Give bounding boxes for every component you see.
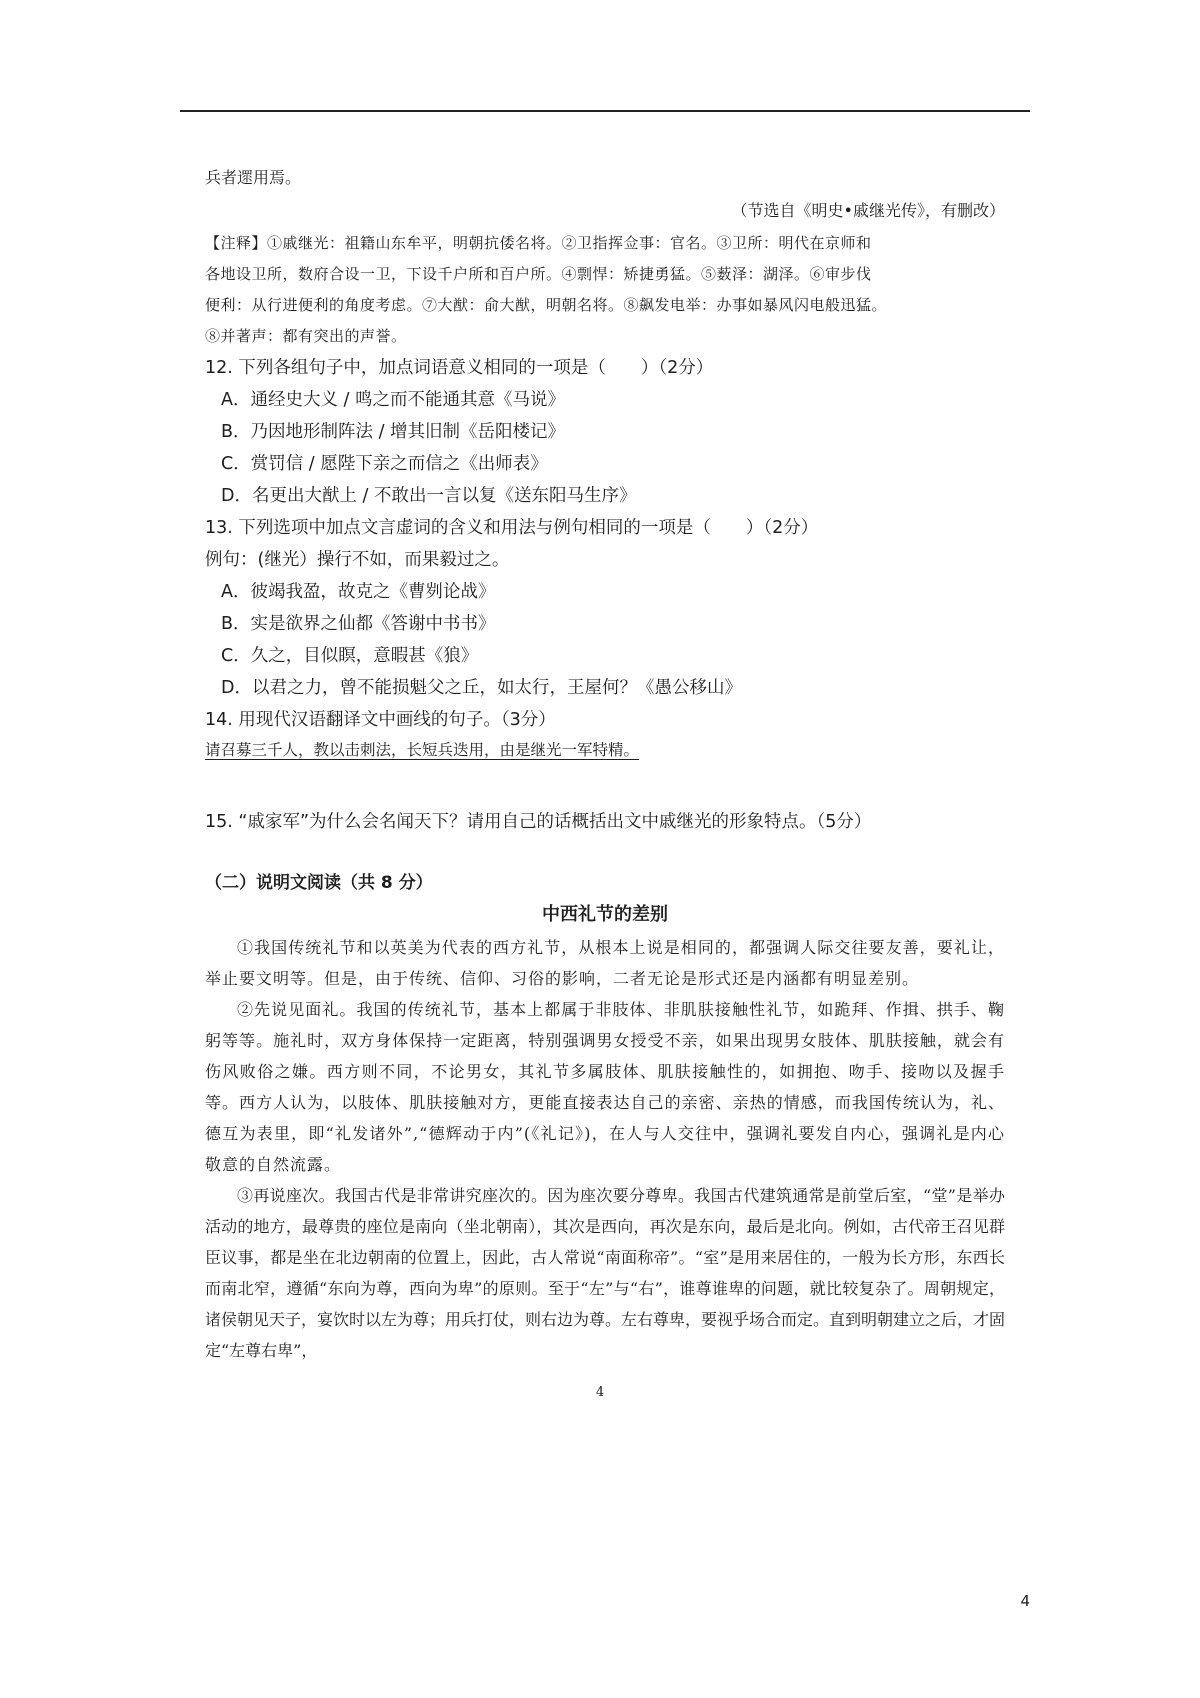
question-13 bbox=[205, 512, 1005, 704]
source-citation: （节选自《明史•戚继光传》，有删改） bbox=[731, 201, 1005, 220]
question-12-option-a: A．通经史大义 / 鸣之而不能通其意《马说》 bbox=[221, 390, 565, 410]
question-12-option-c: C．赏罚信 / 愿陛下亲之而信之《出师表》 bbox=[221, 454, 548, 474]
top-rule bbox=[180, 110, 1030, 112]
question-14 bbox=[205, 704, 1005, 764]
article-paragraph: ②先说见面礼。我国的传统礼节，基本上都属于非肢体、非肌肤接触性礼节，如跪拜、作揖、拱手、鞠躬等等。施礼时，双方身体保持一定距离，特别强调男女授受不亲，如果出现男女肢体、肌肤接触，就会有伤风败俗之嫌。西方则不同，不论男女，其礼节多属肢体、肌肤接触性的，如拥抱、吻手、接吻以及握手等。西方人认为，以肢体、肌肤接触对方，更能直接表达自己的亲密、亲热的情感，而我国传统认为，礼、德互为表里，即“礼发诸外”,“德辉动于内”(《礼记》)，在人与人交往中，强调礼要发自内心，强调礼是内心敬意的自然流露。 bbox=[205, 1000, 1005, 1174]
question-13-option-a: A．彼竭我盈，故克之《曹刿论战》 bbox=[221, 582, 496, 602]
question-13-stem: 13. 下列选项中加点文言虚词的含义和用法与例句相同的一项是（ ）（2分） bbox=[205, 518, 819, 538]
section-heading: （二）说明文阅读（共 8 分） bbox=[205, 873, 433, 893]
question-12 bbox=[205, 352, 1005, 512]
passage-end: 兵者遝用焉。 bbox=[205, 168, 302, 187]
page-number: 4 bbox=[1020, 1592, 1030, 1610]
question-12-stem: 12. 下列各组句子中，加点词语意义相同的一项是（ ）（2分） bbox=[205, 358, 714, 378]
question-13-example: 例句：(继光）操行不如，而果毅过之。 bbox=[205, 550, 510, 570]
article-paragraph: ③再说座次。我国古代是非常讲究座次的。因为座次要分尊卑。我国古代建筑通常是前堂后室，“堂”是举办活动的地方，最尊贵的座位是南向（坐北朝南），其次是西向，再次是东向，最后是北向。例如，古代帝王召见群臣议事，都是坐在北边朝南的位置上，因此，古人常说“南面称帝”。“室”是用来居住的，一般为长方形，东西长而南北窄，遵循“东向为尊，西向为卑”的原则。至于“左”与“右”，谁尊谁卑的问题，就比较复杂了。周朝规定，诸侯朝见天子，宴饮时以左为尊；用兵打仗，则右边为尊。左右尊卑，要视乎场合而定。直到明朝建立之后，才固定“左尊右卑”， bbox=[205, 1186, 1006, 1360]
question-13-option-d: D．以君之力，曾不能损魁父之丘，如太行，王屋何？《愚公移山》 bbox=[221, 678, 742, 698]
page-content bbox=[205, 162, 1005, 1366]
question-14-stem: 14. 用现代汉语翻译文中画线的句子。（3分） bbox=[205, 710, 556, 730]
note-line: 各地设卫所，数府合设一卫，下设千户所和百户所。④剽悍：矫捷勇猛。⑤薮泽：湖泽。⑥审步伐 bbox=[205, 265, 872, 283]
question-13-option-c: C．久之，目似瞑，意暇甚《狼》 bbox=[221, 646, 479, 666]
question-13-option-b: B．实是欲界之仙都《答谢中书书》 bbox=[221, 614, 496, 634]
question-15-stem: 15. “戚家军”为什么会名闻天下？请用自己的话概括出文中戚继光的形象特点。（5分） bbox=[205, 812, 872, 832]
note-line: 便利：从行进便利的角度考虑。⑦大猷：俞大猷，明朝名将。⑧飙发电举：办事如暴风闪电般迅猛。 bbox=[205, 296, 888, 314]
note-line: 【注释】①戚继光：祖籍山东牟平，明朝抗倭名将。②卫指挥佥事：官名。③卫所：明代在京师和 bbox=[205, 234, 872, 252]
underlined-sentence: 请召募三千人，教以击刺法，长短兵迭用，由是继光一军特精。 bbox=[205, 741, 640, 759]
article-title: 中西礼节的差别 bbox=[542, 904, 668, 925]
article-paragraph: ①我国传统礼节和以英美为代表的西方礼节，从根本上说是相同的，都强调人际交往要友善，要礼让，举止要文明等。但是，由于传统、信仰、习俗的影响，二者无论是形式还是内涵都有明显差别。 bbox=[205, 938, 1005, 988]
question-12-option-b: B．乃因地形制阵法 / 增其旧制《岳阳楼记》 bbox=[221, 422, 566, 442]
note-line: ⑧并著声：都有突出的声誉。 bbox=[205, 327, 407, 345]
inner-page-number: 4 bbox=[595, 1385, 605, 1400]
question-12-option-d: D．名更出大猷上 / 不敢出一言以复《送东阳马生序》 bbox=[221, 486, 637, 506]
notes bbox=[205, 228, 1005, 352]
